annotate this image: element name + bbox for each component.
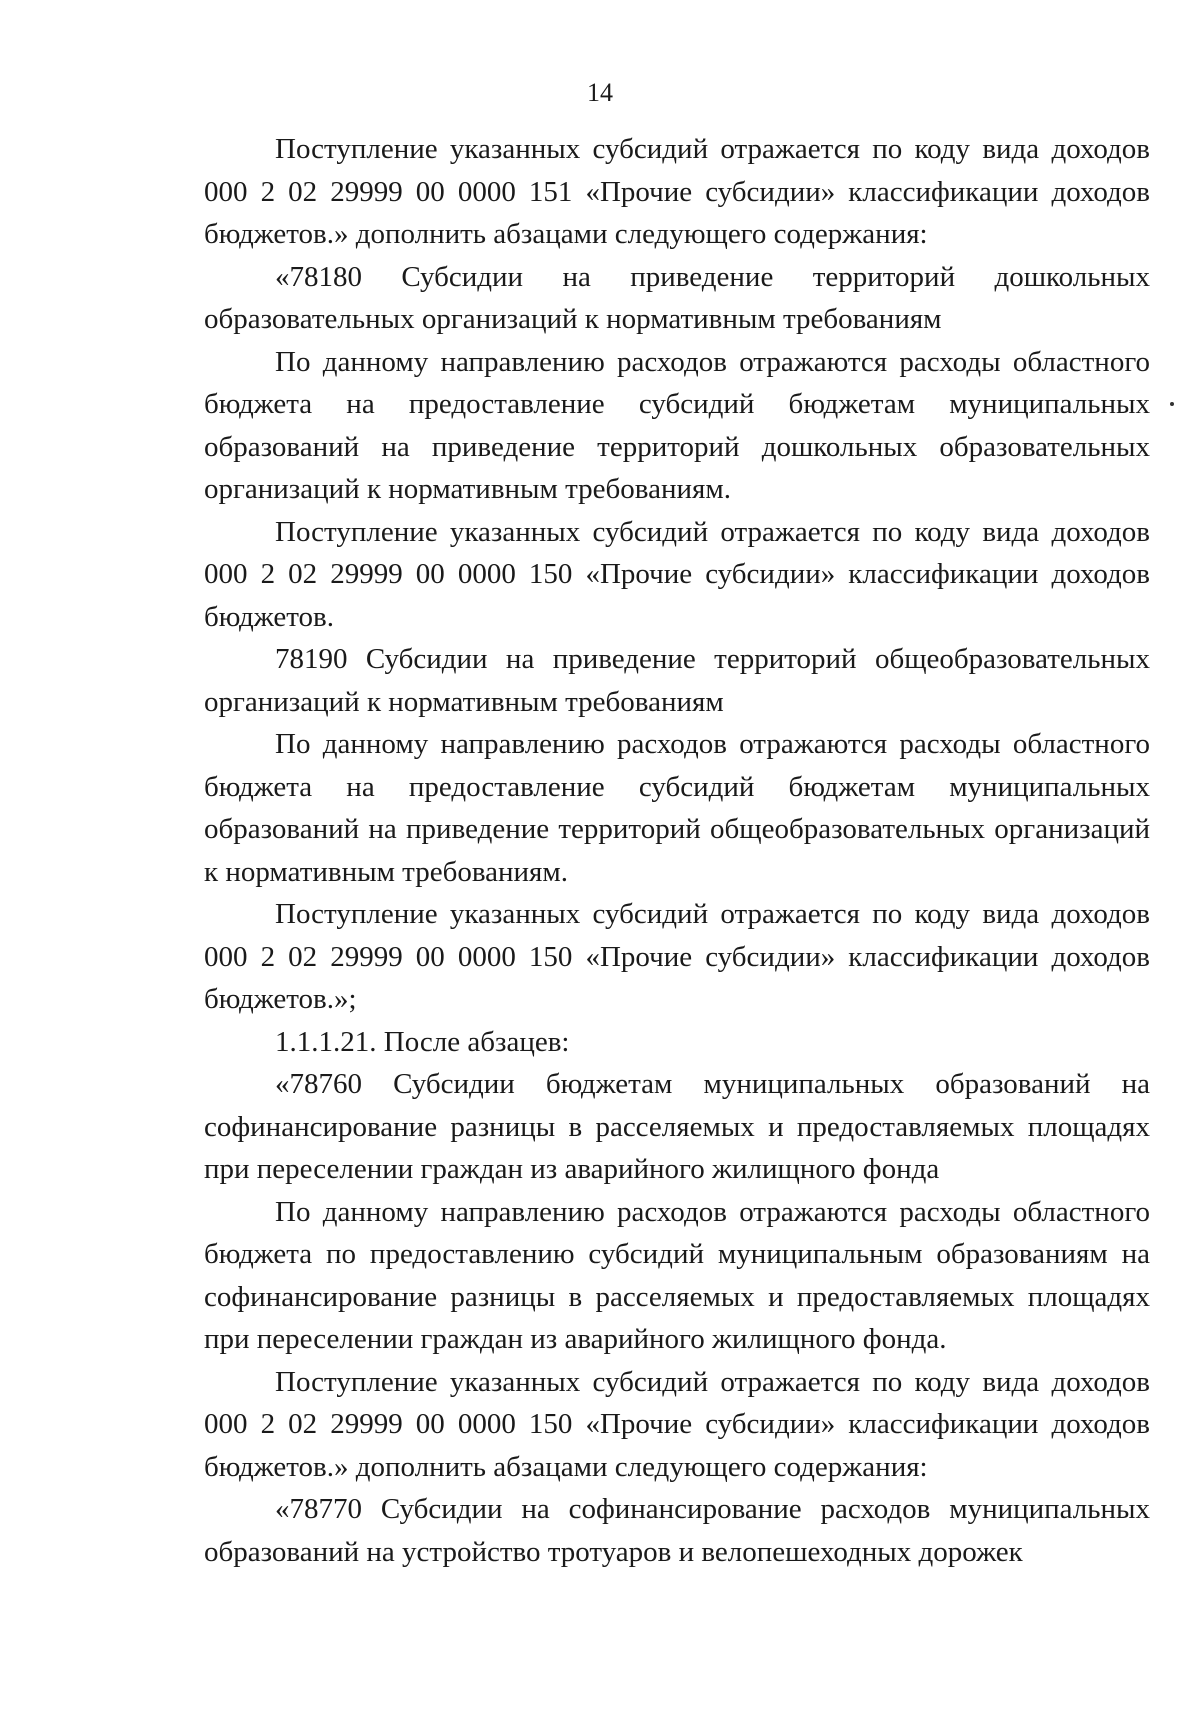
paragraph-78190-revenue-code: Поступление указанных субсидий отражается по коду вида доходов 000 2 02 29999 00 0000 150 «Прочие субсидии» классификации доходов бюджетов.»; (204, 898, 1150, 1015)
paragraph-78180-description: По данному направлению расходов отражаются расходы областного бюджета на предоставление субсидий бюджетам муниципальных образований на приведение территорий дошкольных образовательных организаций к нормативным требованиям. (204, 345, 1150, 505)
paragraph-revenue-code-1: Поступление указанных субсидий отражается по коду вида доходов 000 2 02 29999 00 0000 151 «Прочие субсидии» классификации доходов бюджетов.» дополнить абзацами следующего содержания: (204, 133, 1150, 250)
paragraph-78760-title: «78760 Субсидии бюджетам муниципальных образований на софинансирование разницы в расселяемых и предоставляемых площадях при переселении граждан из аварийного жилищного фонда (204, 1068, 1150, 1185)
scan-speck (1170, 402, 1174, 406)
paragraph-78760-revenue-code: Поступление указанных субсидий отражается по коду вида доходов 000 2 02 29999 00 0000 150 «Прочие субсидии» классификации доходов бюджетов.» дополнить абзацами следующего содержания: (204, 1365, 1150, 1483)
document-body (204, 128, 1150, 1573)
paragraph-78190-title: 78190 Субсидии на приведение территорий общеобразовательных организаций к нормативным требованиям (204, 643, 1150, 718)
paragraph-78180-revenue-code: Поступление указанных субсидий отражается по коду вида доходов 000 2 02 29999 00 0000 150 «Прочие субсидии» классификации доходов бюджетов. (204, 515, 1150, 633)
paragraph-78190-description: По данному направлению расходов отражаются расходы областного бюджета на предоставление субсидий бюджетам муниципальных образований на приведение территорий общеобразовательных организаций к нормативным требованиям. (204, 728, 1150, 888)
paragraph-section-1-1-1-21: 1.1.1.21. После абзацев: (275, 1025, 570, 1058)
paragraph-78760-description: По данному направлению расходов отражаются расходы областного бюджета по предоставлению субсидий муниципальным образованиям на софинансирование разницы в расселяемых и предоставляемых площадях при переселении граждан из аварийного жилищного фонда. (204, 1195, 1150, 1355)
paragraph-78180-title: «78180 Субсидии на приведение территорий дошкольных образовательных организаций к нормативным требованиям (204, 260, 1150, 335)
page-number: 14 (587, 78, 613, 107)
paragraph-78770-title: «78770 Субсидии на софинансирование расходов муниципальных образований на устройство тротуаров и велопешеходных дорожек (204, 1493, 1150, 1568)
